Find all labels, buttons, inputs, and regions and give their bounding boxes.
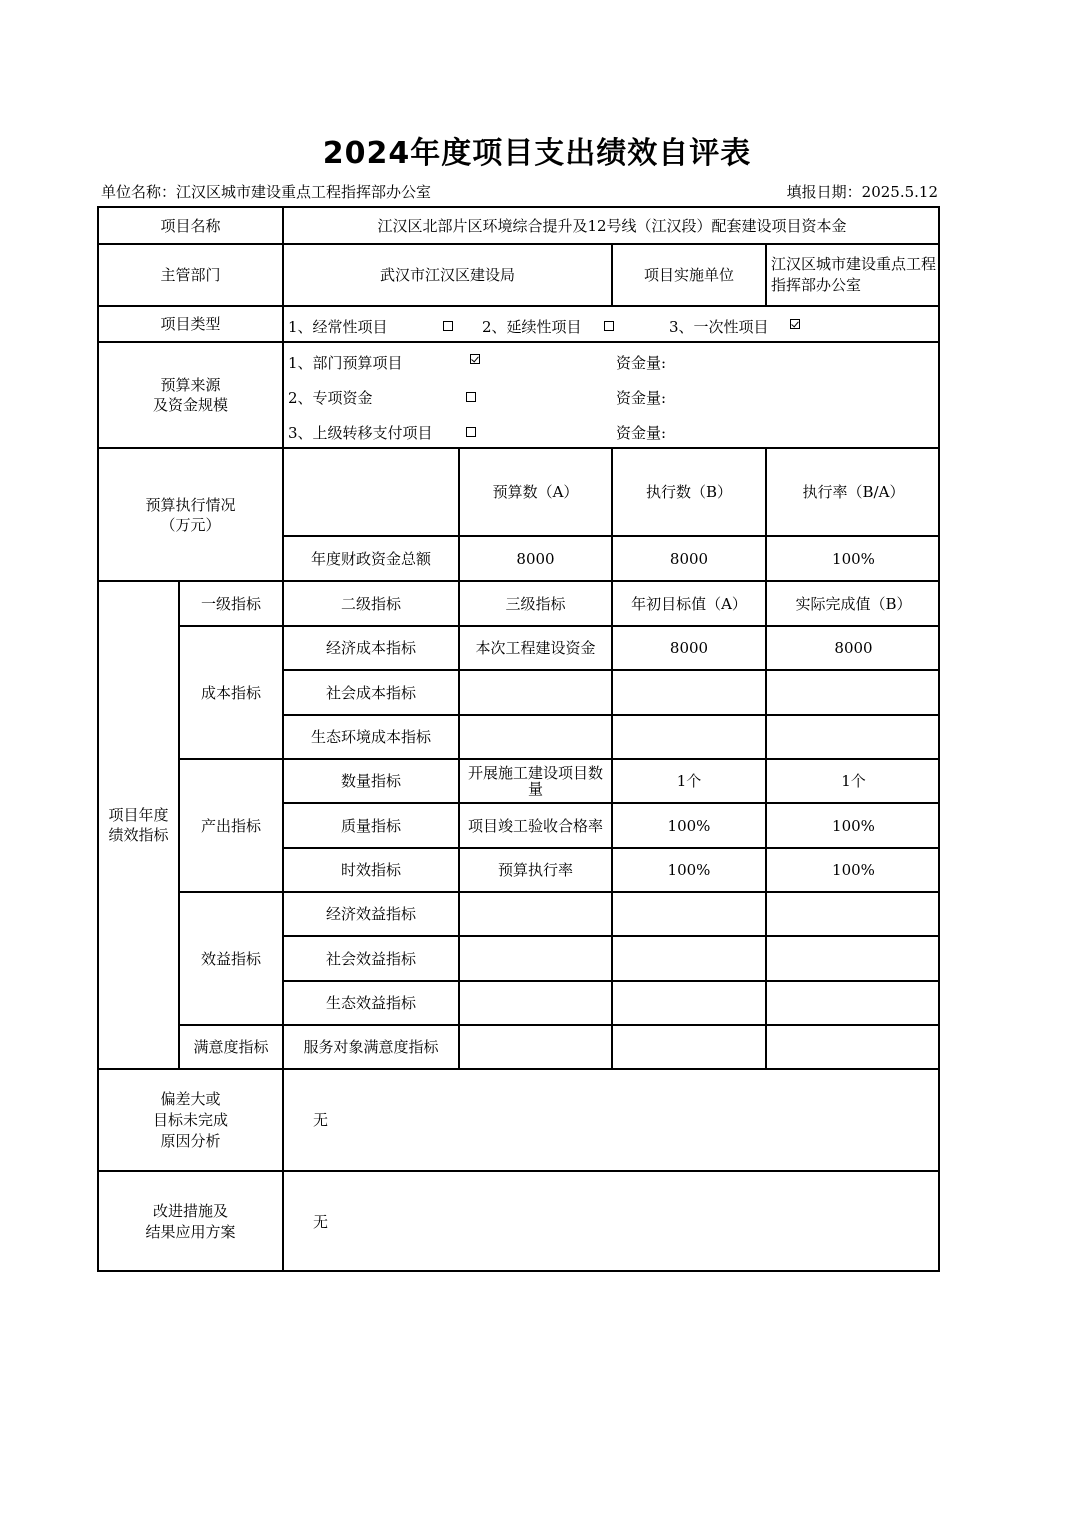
output-quality-actual: 100% bbox=[767, 804, 940, 849]
benefit-ecological-target bbox=[613, 982, 767, 1026]
cost-ecological: 生态环境成本指标 bbox=[284, 716, 460, 760]
benefit-economic-level3 bbox=[460, 893, 613, 937]
cost-ecological-level3 bbox=[460, 716, 613, 760]
execution-col-b: 执行数（B） bbox=[613, 449, 767, 537]
indicators-label: 项目年度 绩效指标 bbox=[99, 582, 180, 1070]
output-quantity-actual: 1个 bbox=[767, 760, 940, 804]
output-timeliness-level3: 预算执行率 bbox=[460, 849, 613, 893]
type-option-1-checkbox[interactable] bbox=[443, 321, 453, 331]
execution-blank-header bbox=[284, 449, 460, 537]
output-quantity-target: 1个 bbox=[613, 760, 767, 804]
satisfaction-level3 bbox=[460, 1026, 613, 1070]
execution-a-value: 8000 bbox=[460, 537, 613, 582]
execution-rate-value: 100% bbox=[767, 537, 940, 582]
group-cost: 成本指标 bbox=[180, 627, 284, 760]
benefit-social-actual bbox=[767, 937, 940, 982]
source-option-3-label: 3、上级转移支付项目 bbox=[288, 424, 433, 442]
source-option-3-checkbox[interactable] bbox=[466, 427, 476, 437]
group-output: 产出指标 bbox=[180, 760, 284, 893]
header-level3: 三级指标 bbox=[460, 582, 613, 627]
benefit-ecological-level3 bbox=[460, 982, 613, 1026]
type-option-3-label: 3、一次性项目 bbox=[669, 318, 769, 336]
source-option-2-amount: 资金量: bbox=[616, 389, 667, 407]
cost-economic-target: 8000 bbox=[613, 627, 767, 671]
group-benefit: 效益指标 bbox=[180, 893, 284, 1026]
project-name-value: 江汉区北部片区环境综合提升及12号线（江汉段）配套建设项目资本金 bbox=[284, 208, 940, 245]
cost-economic-level3: 本次工程建设资金 bbox=[460, 627, 613, 671]
benefit-ecological-actual bbox=[767, 982, 940, 1026]
budget-source-label: 预算来源 及资金规模 bbox=[99, 343, 284, 449]
source-option-2-checkbox[interactable] bbox=[466, 392, 476, 402]
output-quality-target: 100% bbox=[613, 804, 767, 849]
satisfaction-actual bbox=[767, 1026, 940, 1070]
fill-date: 填报日期：2025.5.12 bbox=[786, 183, 938, 201]
project-name-label: 项目名称 bbox=[99, 208, 284, 245]
impl-unit-label: 项目实施单位 bbox=[613, 245, 767, 307]
cost-ecological-actual bbox=[767, 716, 940, 760]
execution-row-label: 年度财政资金总额 bbox=[284, 537, 460, 582]
type-option-3-checkbox[interactable] bbox=[790, 319, 800, 329]
execution-col-rate: 执行率（B/A） bbox=[767, 449, 940, 537]
benefit-economic-actual bbox=[767, 893, 940, 937]
output-quantity: 数量指标 bbox=[284, 760, 460, 804]
type-option-1-label: 1、经常性项目 bbox=[288, 318, 388, 336]
project-type-label: 项目类型 bbox=[99, 307, 284, 343]
cost-social-level3 bbox=[460, 671, 613, 716]
cost-social-actual bbox=[767, 671, 940, 716]
satisfaction-target bbox=[613, 1026, 767, 1070]
output-quantity-level3: 开展施工建设项目数量 bbox=[460, 760, 613, 804]
satisfaction-service: 服务对象满意度指标 bbox=[284, 1026, 460, 1070]
page-title: 2024年度项目支出绩效自评表 bbox=[322, 136, 752, 171]
benefit-ecological: 生态效益指标 bbox=[284, 982, 460, 1026]
cost-economic-actual: 8000 bbox=[767, 627, 940, 671]
group-satisfaction: 满意度指标 bbox=[180, 1026, 284, 1070]
source-option-3-amount: 资金量: bbox=[616, 424, 667, 442]
unit-name: 单位名称：江汉区城市建设重点工程指挥部办公室 bbox=[101, 183, 432, 201]
execution-col-a: 预算数（A） bbox=[460, 449, 613, 537]
output-timeliness-actual: 100% bbox=[767, 849, 940, 893]
cost-social: 社会成本指标 bbox=[284, 671, 460, 716]
type-option-2-label: 2、延续性项目 bbox=[482, 318, 582, 336]
header-level1: 一级指标 bbox=[180, 582, 284, 627]
execution-label: 预算执行情况 （万元） bbox=[99, 449, 284, 582]
header-target: 年初目标值（A） bbox=[613, 582, 767, 627]
header-actual: 实际完成值（B） bbox=[767, 582, 940, 627]
source-option-1-amount: 资金量: bbox=[616, 354, 667, 372]
improvement-value: 无 bbox=[313, 1213, 329, 1231]
cost-ecological-target bbox=[613, 716, 767, 760]
benefit-social-target bbox=[613, 937, 767, 982]
output-quality: 质量指标 bbox=[284, 804, 460, 849]
improvement-label: 改进措施及 结果应用方案 bbox=[99, 1172, 284, 1272]
source-option-1-label: 1、部门预算项目 bbox=[288, 354, 403, 372]
output-timeliness: 时效指标 bbox=[284, 849, 460, 893]
header-level2: 二级指标 bbox=[284, 582, 460, 627]
evaluation-form bbox=[97, 206, 940, 1272]
deviation-label: 偏差大或 目标未完成 原因分析 bbox=[99, 1070, 284, 1172]
source-option-2-label: 2、专项资金 bbox=[288, 389, 373, 407]
dept-label: 主管部门 bbox=[99, 245, 284, 307]
benefit-economic-target bbox=[613, 893, 767, 937]
benefit-economic: 经济效益指标 bbox=[284, 893, 460, 937]
output-timeliness-target: 100% bbox=[613, 849, 767, 893]
output-quality-level3: 项目竣工验收合格率 bbox=[460, 804, 613, 849]
impl-unit-value: 江汉区城市建设重点工程指挥部办公室 bbox=[767, 245, 940, 307]
benefit-social: 社会效益指标 bbox=[284, 937, 460, 982]
deviation-value: 无 bbox=[284, 1070, 940, 1172]
cost-social-target bbox=[613, 671, 767, 716]
source-option-1-checkbox[interactable] bbox=[470, 354, 480, 364]
dept-value: 武汉市江汉区建设局 bbox=[284, 245, 613, 307]
type-option-2-checkbox[interactable] bbox=[604, 321, 614, 331]
cost-economic: 经济成本指标 bbox=[284, 627, 460, 671]
benefit-social-level3 bbox=[460, 937, 613, 982]
execution-b-value: 8000 bbox=[613, 537, 767, 582]
